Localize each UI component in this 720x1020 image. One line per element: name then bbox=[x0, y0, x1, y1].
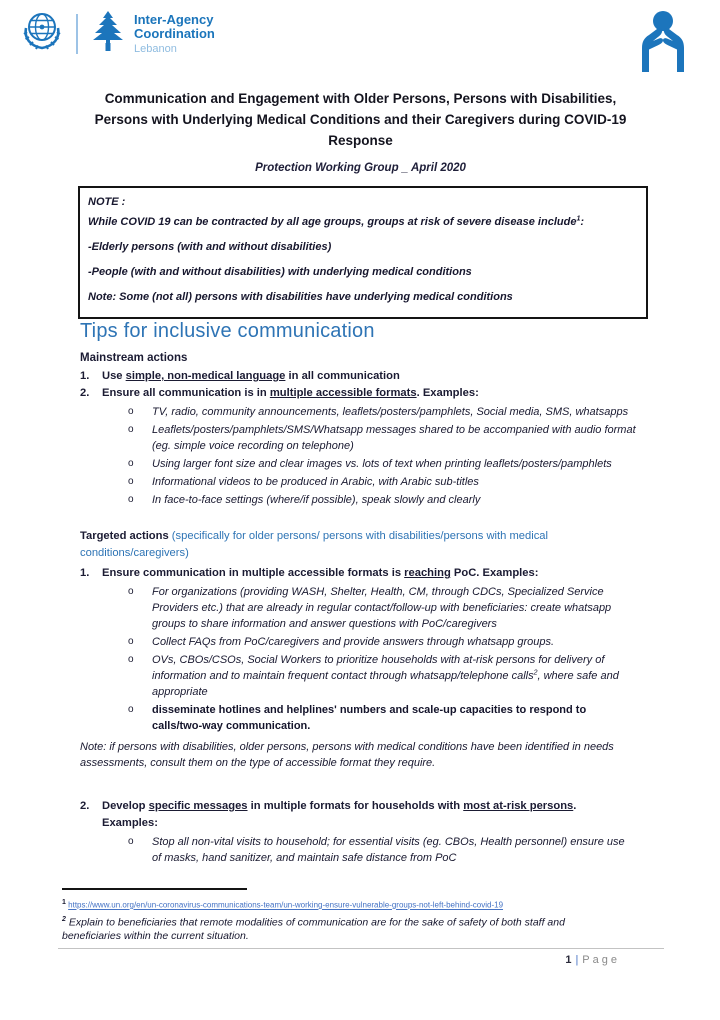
bullet-text: Using larger font size and clear images vs. lots of text when printing leaflets/posters/pamphlets bbox=[152, 458, 612, 470]
note-item-medical: -People (with and without disabilities) with underlying medical conditions bbox=[88, 266, 472, 278]
note-intro-colon: : bbox=[580, 216, 585, 228]
item-number: 2. bbox=[80, 387, 90, 399]
page-number-label: Page bbox=[582, 954, 620, 966]
item-text: . Examples: bbox=[416, 387, 479, 399]
mainstream-actions-title: Mainstream actions bbox=[80, 352, 188, 364]
org-name-line3: Lebanon bbox=[134, 43, 177, 55]
note-closing: Note: Some (not all) persons with disabilities have underlying medical conditions bbox=[88, 291, 513, 303]
bullet-text: Informational videos to be produced in Arabic, with Arabic sub-titles bbox=[152, 476, 479, 488]
bullet-marker: o bbox=[128, 654, 134, 665]
item-underlined-text: reaching bbox=[404, 567, 451, 579]
bullet-marker: o bbox=[128, 476, 134, 487]
targeted-note: Note: if persons with disabilities, older persons, persons with medical conditions have been identified in needs assessments, consult them on the type of accessible format they require. bbox=[80, 741, 614, 769]
bullet-item bbox=[128, 584, 636, 632]
item-text: in all communication bbox=[285, 370, 400, 382]
bullet-text: Leaflets/posters/pamphlets/SMS/Whatsapp messages shared to be accompanied with audio format (eg. simple voice recording on telephone) bbox=[152, 424, 636, 452]
targeted-title-note: (specifically for older persons/ persons with disabilities/persons with medical conditions/caregivers) bbox=[80, 530, 548, 559]
item-underlined-text: most at-risk persons bbox=[463, 800, 574, 812]
bullet-text: In face-to-face settings (where/if possible), speak slowly and clearly bbox=[152, 494, 481, 506]
logo-divider bbox=[76, 14, 78, 54]
footnote-separator bbox=[62, 888, 247, 890]
item-underlined-text: multiple accessible formats bbox=[269, 387, 417, 399]
org-name bbox=[134, 11, 215, 56]
footnote-2-marker: 2 bbox=[62, 915, 66, 923]
un-emblem-icon bbox=[20, 8, 64, 59]
bullet-item bbox=[128, 456, 636, 472]
footnote-1-marker: 1 bbox=[62, 899, 66, 906]
document-title: Communication and Engagement with Older Persons, Persons with Disabilities, Persons with Underlying Medical Conditions and their Caregivers during COVID-19 Response bbox=[94, 91, 627, 148]
item-number: 1. bbox=[80, 567, 90, 579]
tips-section bbox=[80, 320, 636, 868]
bullet-text: Collect FAQs from PoC/caregivers and provide answers through whatsapp groups. bbox=[152, 636, 555, 648]
document-subtitle: Protection Working Group _ April 2020 bbox=[255, 162, 466, 174]
note-item-elderly: -Elderly persons (with and without disabilities) bbox=[88, 241, 332, 253]
item-text: PoC. Examples: bbox=[450, 567, 539, 579]
item-text: Develop bbox=[102, 800, 149, 812]
bullet-marker: o bbox=[128, 704, 134, 715]
footer-separator bbox=[58, 948, 664, 949]
mainstream-item-1 bbox=[80, 368, 636, 385]
footnote-1 bbox=[62, 897, 622, 911]
bullet-text: TV, radio, community announcements, leaflets/posters/pamphlets, Social media, SMS, whatsapps bbox=[152, 406, 629, 418]
bullet-item bbox=[128, 834, 636, 866]
item-text: Use bbox=[102, 370, 126, 382]
bullet-text: disseminate hotlines and helplines' numbers and scale-up capacities to respond to calls/two-way communication. bbox=[152, 704, 587, 732]
note-label: NOTE : bbox=[88, 196, 126, 208]
footnotes-block bbox=[62, 888, 622, 943]
page-header bbox=[20, 8, 704, 79]
bullet-item bbox=[128, 634, 636, 650]
footnote-ref-2: 2 bbox=[533, 669, 538, 677]
protection-hands-icon bbox=[630, 8, 696, 79]
bullet-marker: o bbox=[128, 836, 134, 847]
targeted-title-bold: Targeted actions bbox=[80, 530, 169, 542]
bullet-marker: o bbox=[128, 586, 134, 597]
bullet-marker: o bbox=[128, 458, 134, 469]
bullet-text: For organizations (providing WASH, Shelter, Health, CM, through CDCs, Specialized Service Providers etc.) that are already in regular contact/follow-up with beneficiaries: create whatsapp groups to share information and answer questions with PoC/caregivers bbox=[152, 586, 612, 630]
bullet-item bbox=[128, 702, 636, 734]
mainstream-item-2 bbox=[80, 385, 636, 402]
item-underlined-text: simple, non-medical language bbox=[125, 370, 286, 382]
cedar-tree-icon bbox=[90, 10, 126, 57]
targeted-bullet-list bbox=[128, 584, 636, 734]
item-number: 1. bbox=[80, 370, 90, 382]
bullet-text-pre: OVs, CBOs/CSOs, Social Workers to prioritize households with at-risk persons for delivery of information and to maintain frequent contact through whatsapp/telephone calls bbox=[152, 654, 605, 682]
inter-agency-logo bbox=[20, 8, 215, 59]
footnote-2-text: Explain to beneficiaries that remote modalities of communication are for the sake of safety of both staff and beneficiaries within the current situation. bbox=[62, 916, 565, 943]
page-number-value: 1 bbox=[565, 954, 572, 966]
org-name-line1: Inter-Agency bbox=[134, 12, 214, 27]
page-number-divider: | bbox=[575, 954, 579, 966]
bullet-marker: o bbox=[128, 424, 134, 435]
item-underlined-text: specific messages bbox=[148, 800, 248, 812]
examples-label: Examples: bbox=[102, 817, 158, 829]
item-number: 2. bbox=[80, 800, 90, 812]
bullet-text-post: , where safe and appropriate bbox=[152, 670, 619, 698]
title-block bbox=[88, 88, 633, 174]
bullet-marker: o bbox=[128, 636, 134, 647]
page-number bbox=[565, 954, 620, 966]
bullet-marker: o bbox=[128, 406, 134, 417]
targeted-item-1 bbox=[80, 565, 636, 582]
bullet-item bbox=[128, 404, 636, 420]
note-intro bbox=[88, 215, 636, 230]
bullet-item bbox=[128, 492, 636, 508]
targeted-item-2 bbox=[80, 798, 636, 815]
examples-bullet-list bbox=[128, 834, 636, 866]
item-text: Ensure all communication is in bbox=[102, 387, 270, 399]
footnote-2 bbox=[62, 913, 622, 944]
footnote-1-link[interactable]: https://www.un.org/en/un-coronavirus-communications-team/un-working-ensure-vulnerable-groups-not-left-behind-covid-19 bbox=[68, 900, 504, 910]
item-text: . bbox=[573, 800, 577, 812]
note-intro-text: While COVID 19 can be contracted by all age groups, groups at risk of severe disease include bbox=[88, 216, 577, 228]
item-text: in multiple formats for households with bbox=[247, 800, 464, 812]
item-text: Ensure communication in multiple accessible formats is bbox=[102, 567, 405, 579]
bullet-text bbox=[152, 652, 636, 700]
bullet-item bbox=[128, 422, 636, 454]
section-heading: Tips for inclusive communication bbox=[80, 320, 375, 342]
bullet-item bbox=[128, 474, 636, 490]
bullet-marker: o bbox=[128, 494, 134, 505]
bullet-item bbox=[128, 652, 636, 700]
footnote-ref-1: 1 bbox=[576, 215, 581, 223]
mainstream-bullet-list bbox=[128, 404, 636, 508]
org-name-line2: Coordination bbox=[134, 26, 215, 41]
note-box bbox=[78, 186, 648, 319]
bullet-text: Stop all non-vital visits to household; for essential visits (eg. CBOs, Health personnel) ensure use of masks, hand sanitizer, and maintain safe distance from PoC bbox=[152, 836, 625, 864]
targeted-actions-title bbox=[80, 528, 636, 561]
